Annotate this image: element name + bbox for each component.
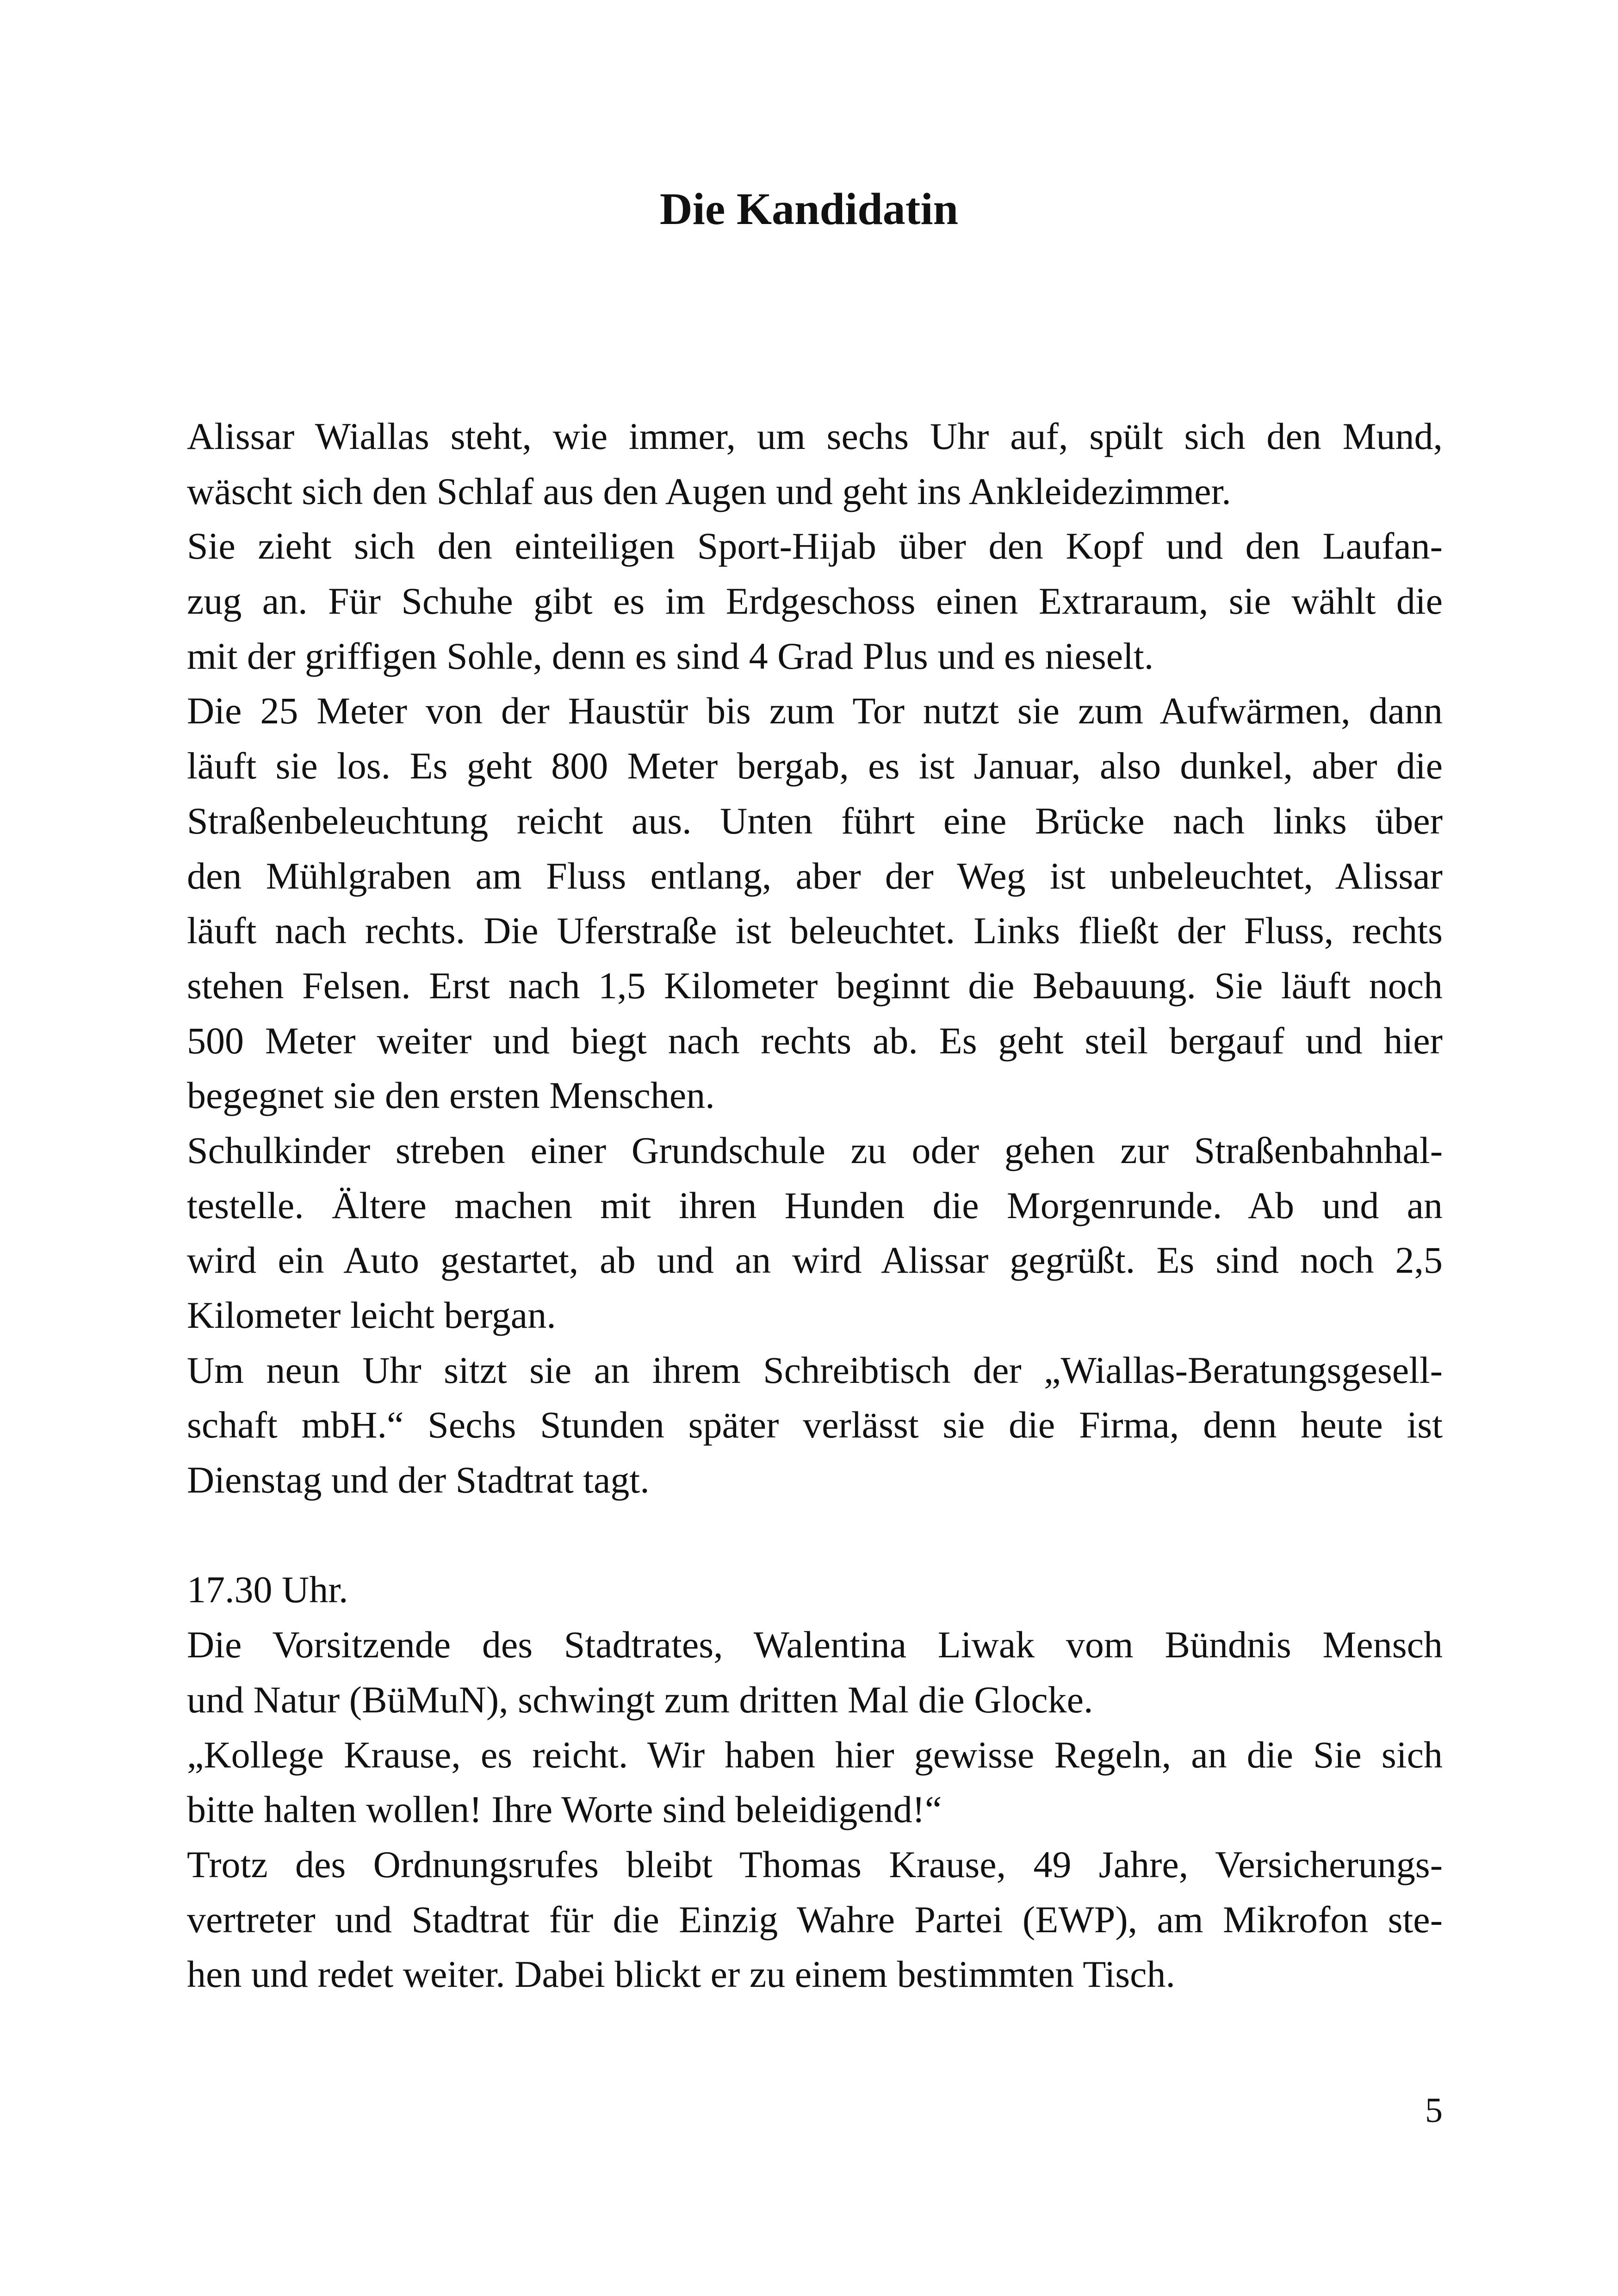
text-line: testelle. Ältere machen mit ihren Hunden die Morgenrunde. Ab und an — [187, 1184, 1443, 1226]
text-line: Sie zieht sich den einteiligen Sport-Hijab über den Kopf und den Laufan- — [187, 525, 1443, 567]
text-line: läuft nach rechts. Die Uferstraße ist beleuchtet. Links fließt der Fluss, rechts — [187, 909, 1443, 952]
text-line: den Mühlgraben am Fluss entlang, aber der Weg ist unbeleuchtet, Alissar — [187, 854, 1443, 897]
text-line: hen und redet weiter. Dabei blickt er zu einem bestimmten Tisch. — [187, 1953, 1176, 1996]
text-line: Um neun Uhr sitzt sie an ihrem Schreibtisch der „Wiallas-Beratungsgesell- — [187, 1349, 1443, 1391]
text-line: Alissar Wiallas steht, wie immer, um sechs Uhr auf, spült sich den Mund, — [187, 415, 1443, 457]
text-line: „Kollege Krause, es reicht. Wir haben hier gewisse Regeln, an die Sie sich — [187, 1733, 1443, 1776]
text-line: zug an. Für Schuhe gibt es im Erdgeschoss einen Extraraum, sie wählt die — [187, 580, 1443, 622]
text-line: Trotz des Ordnungsrufes bleibt Thomas Krause, 49 Jahre, Versicherungs- — [187, 1843, 1443, 1885]
text-line: Die Vorsitzende des Stadtrates, Walentina Liwak vom Bündnis Mensch — [187, 1624, 1443, 1666]
text-line: 500 Meter weiter und biegt nach rechts ab. Es geht steil bergauf und hier — [187, 1019, 1443, 1062]
text-line: Schulkinder streben einer Grundschule zu oder gehen zur Straßenbahnhal- — [187, 1129, 1443, 1171]
text-line: Die 25 Meter von der Haustür bis zum Tor nutzt sie zum Aufwärmen, dann — [187, 690, 1443, 732]
page-number: 5 — [1425, 2091, 1443, 2130]
paragraph-gap — [187, 1508, 1443, 1563]
chapter-body — [187, 409, 1443, 2002]
text-line: Dienstag und der Stadtrat tagt. — [187, 1459, 650, 1501]
text-line: bitte halten wollen! Ihre Worte sind beleidigend!“ — [187, 1788, 942, 1831]
text-line: Straßenbeleuchtung reicht aus. Unten führt eine Brücke nach links über — [187, 799, 1443, 842]
chapter-title: Die Kandidatin — [659, 184, 959, 234]
text-line: und Natur (BüMuN), schwingt zum dritten Mal die Glocke. — [187, 1678, 1093, 1721]
text-line: wird ein Auto gestartet, ab und an wird Alissar gegrüßt. Es sind noch 2,5 — [187, 1239, 1443, 1282]
text-line: stehen Felsen. Erst nach 1,5 Kilometer beginnt die Bebauung. Sie läuft noch — [187, 964, 1443, 1007]
text-line: läuft sie los. Es geht 800 Meter bergab, es ist Januar, also dunkel, aber die — [187, 745, 1443, 787]
text-line: 17.30 Uhr. — [187, 1568, 348, 1611]
text-line: vertreter und Stadtrat für die Einzig Wahre Partei (EWP), am Mikrofon ste- — [187, 1898, 1443, 1941]
text-line: mit der griffigen Sohle, denn es sind 4 Grad Plus und es nieselt. — [187, 635, 1154, 677]
text-line: begegnet sie den ersten Menschen. — [187, 1074, 715, 1117]
text-line: wäscht sich den Schlaf aus den Augen und geht ins Ankleidezimmer. — [187, 470, 1231, 512]
text-line: Kilometer leicht bergan. — [187, 1294, 556, 1336]
text-line: schaft mbH.“ Sechs Stunden später verlässt sie die Firma, denn heute ist — [187, 1404, 1443, 1446]
